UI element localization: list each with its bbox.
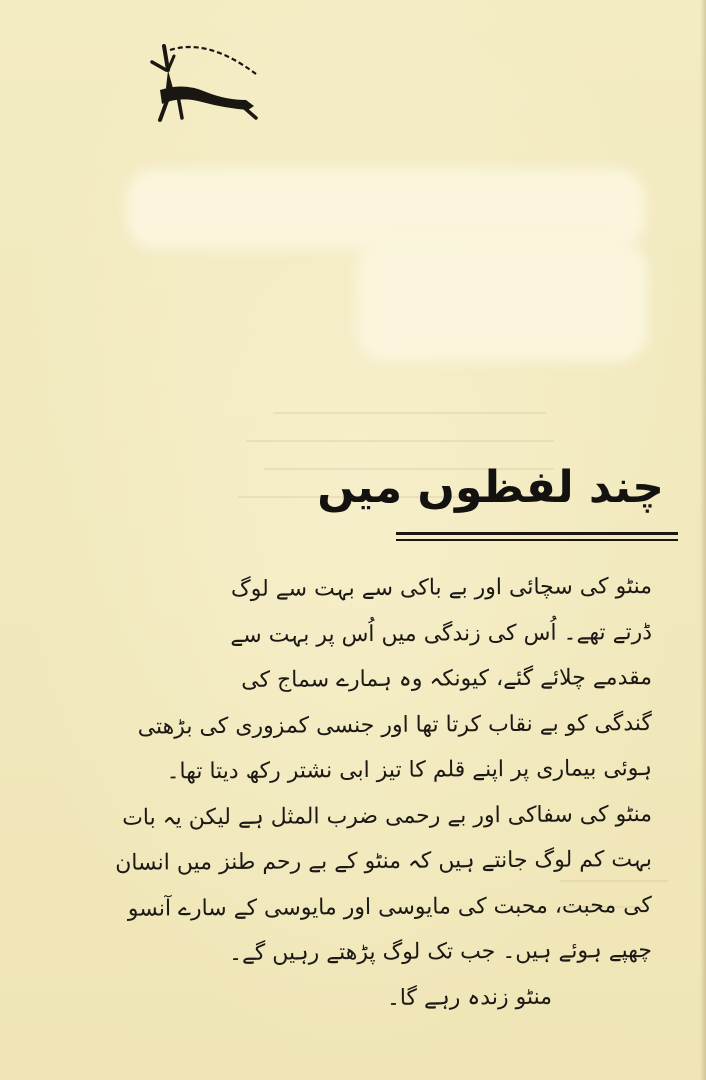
text-line: کی محبت، محبت کی مایوسی اور مایوسی کے سارے آنسو	[127, 892, 653, 922]
body-paragraph	[78, 566, 652, 1021]
text-line: بہت کم لوگ جانتے ہیں کہ منٹو کے بے رحم طنز میں انسان	[115, 846, 653, 876]
erased-area	[126, 168, 646, 250]
text-line: منٹو زندہ رہے گا۔	[386, 984, 553, 1011]
text-line: چھپے ہوئے ہیں۔ جب تک لوگ پڑھتے رہیں گے۔	[228, 937, 653, 966]
erased-area	[356, 240, 648, 362]
text-line: مقدمے چلائے گئے، کیونکہ وہ ہمارے سماج کی	[241, 664, 653, 693]
section-heading: چند لفظوں میں	[317, 462, 664, 513]
text-line: ڈرتے تھے۔ اُس کی زندگی میں اُس پر بہت سے	[230, 619, 653, 648]
text-line: منٹو کی سفاکی اور بے رحمی ضرب المثل ہے لیکن یہ بات	[122, 801, 653, 831]
heading-underline	[396, 532, 678, 535]
page-edge-shadow	[700, 0, 706, 1080]
text-line: گندگی کو بے نقاب کرتا تھا اور جنسی کمزوری کی بڑھتی	[137, 710, 653, 740]
heading-underline	[396, 539, 678, 541]
deer-antler-logo-icon	[144, 40, 268, 124]
text-line: ہوئی بیماری پر اپنے قلم کا تیز ابی نشتر رکھ دیتا تھا۔	[166, 755, 653, 785]
publisher-logo	[144, 40, 268, 124]
text-line: منٹو کی سچائی اور بے باکی سے بہت سے لوگ	[230, 573, 653, 602]
